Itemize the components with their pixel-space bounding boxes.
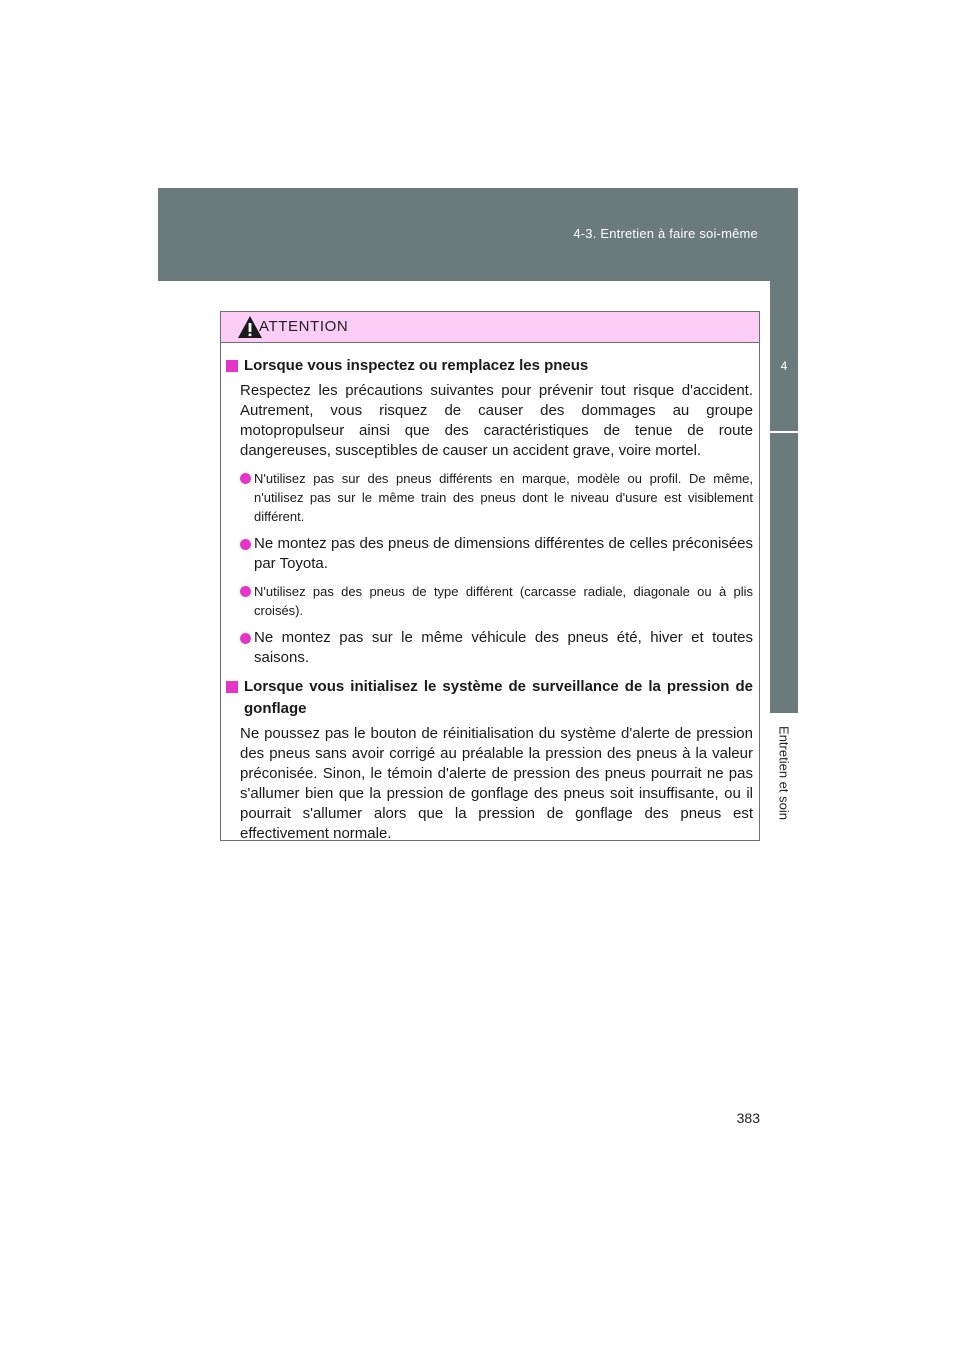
section-text-inspection: Respectez les précautions suivantes pour prévenir tout risque d'accident. Autrement, vous risquez de causer des dommages au groupe motopropulseur ainsi que des caractéristiques de tenue de route dangereuses, susceptibles de causer un accident grave, voire mortel.	[240, 382, 753, 459]
chapter-tab-divider	[770, 431, 798, 433]
list-item: Ne montez pas sur le même véhicule des pneus été, hiver et toutes saisons.	[226, 628, 753, 668]
warning-box	[220, 311, 760, 841]
warning-body	[221, 343, 759, 844]
section-heading-tpms: Lorsque vous initialisez le système de surveillance de la pression de gonflage	[226, 676, 753, 720]
section-heading-inspection: Lorsque vous inspectez ou remplacez les pneus	[226, 355, 753, 377]
round-bullet-icon	[240, 473, 251, 484]
list-item: N'utilisez pas sur des pneus différents en marque, modèle ou profil. De même, n'utilisez pas sur le même train des pneus dont le niveau d'usure est visiblement différent.	[226, 469, 753, 526]
list-item: N'utilisez pas des pneus de type différent (carcasse radiale, diagonale ou à plis croisés).	[226, 582, 753, 620]
round-bullet-icon	[240, 539, 251, 550]
page-number: 383	[736, 1110, 760, 1126]
chapter-title: Entretien et soin	[776, 726, 792, 820]
list-item: Ne montez pas des pneus de dimensions différentes de celles préconisées par Toyota.	[226, 534, 753, 574]
round-bullet-icon	[240, 586, 251, 597]
round-bullet-icon	[240, 633, 251, 644]
warning-header	[221, 312, 759, 343]
header-band	[158, 188, 798, 281]
section-text-tpms: Ne poussez pas le bouton de réinitialisation du système d'alerte de pression des pneus sans avoir corrigé au préalable la pression des pneus à la valeur préconisée. Sinon, le témoin d'alerte de pression des pneus pourrait ne pas s'allumer bien que la pression de gonflage des pneus soit insuffisante, ou il pourrait s'allumer alors que la pression de gonflage des pneus est effectivement normale.	[240, 725, 753, 842]
chapter-number: 4	[780, 359, 788, 373]
section-title: 4-3. Entretien à faire soi-même	[573, 226, 758, 241]
square-bullet-icon	[226, 681, 238, 693]
warning-title: ATTENTION	[259, 318, 349, 335]
chapter-label	[770, 713, 798, 833]
chapter-tab	[770, 281, 798, 713]
square-bullet-icon	[226, 360, 238, 372]
